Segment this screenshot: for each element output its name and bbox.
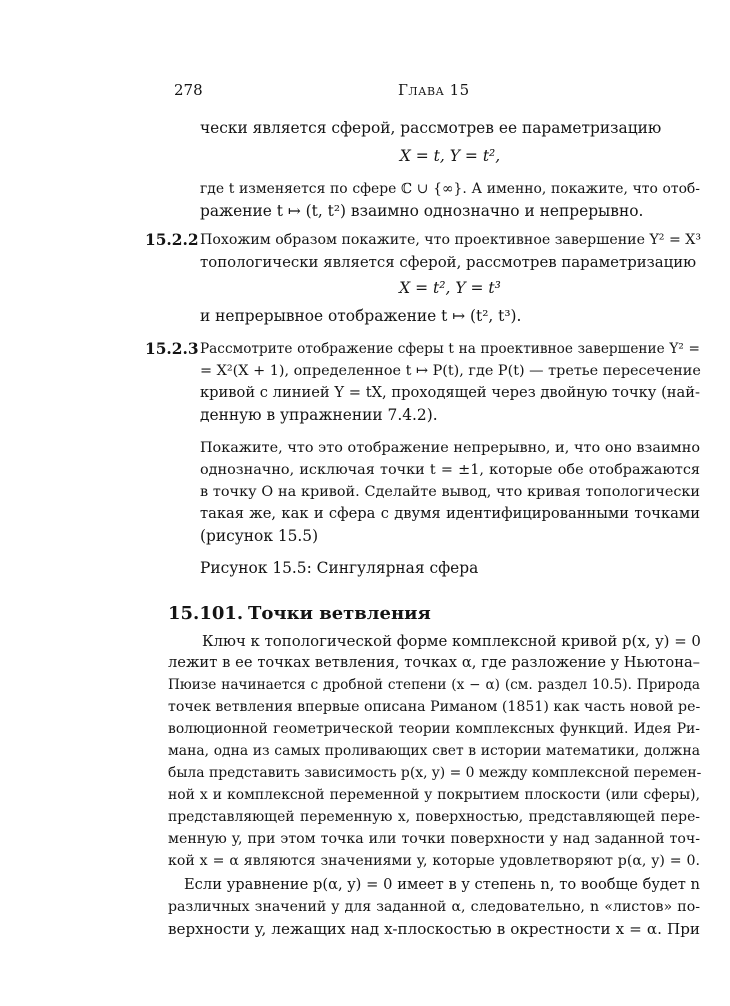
- text-line: однозначно, исключая точки t = ±1, которые обе отображаются: [200, 462, 700, 478]
- text-line: в точку O на кривой. Сделайте вывод, что кривая топологически: [200, 484, 700, 500]
- text-line: лежит в ее точках ветвления, точках α, где разложение y Ньютона–: [168, 654, 700, 671]
- equation: X = t², Y = t³: [399, 279, 501, 297]
- section-title: Точки ветвления: [248, 603, 431, 624]
- text-line: Если уравнение p(α, y) = 0 имеет в y степень n, то вообще будет n: [184, 876, 700, 893]
- text-line: кой x = α являются значениями y, которые удовлетворяют p(α, y) = 0.: [168, 853, 700, 869]
- text-line: точек ветвления впервые описана Риманом (1851) как часть новой ре-: [168, 699, 701, 715]
- text-line: представляющей переменную x, поверхностью, представляющей пере-: [168, 809, 700, 825]
- text-line: Рассмотрите отображение сферы t на проективное завершение Y² =: [200, 341, 700, 357]
- text-line: ражение t ↦ (t, t²) взаимно однозначно и непрерывно.: [200, 202, 644, 220]
- text-line: была представить зависимость p(x, y) = 0 между комплексной перемен-: [168, 765, 702, 781]
- exercise-number: 15.2.3: [145, 340, 199, 358]
- page-number: 278: [174, 81, 203, 99]
- text-line: денную в упражнении 7.4.2).: [200, 406, 438, 424]
- text-line: чески является сферой, рассмотрев ее параметризацию: [200, 119, 662, 137]
- text-line: ной x и комплексной переменной y покрытием плоскости (или сферы),: [168, 787, 700, 803]
- text-line: Пюизе начинается с дробной степени (x − α) (см. раздел 10.5). Природа: [168, 677, 700, 693]
- text-line: менную y, при этом точка или точки поверхности y над заданной точ-: [168, 831, 700, 847]
- text-line: кривой с линией Y = tX, проходящей через двойную точку (най-: [200, 384, 700, 401]
- text-line: и непрерывное отображение t ↦ (t², t³).: [200, 307, 522, 325]
- text-line: Ключ к топологической форме комплексной кривой p(x, y) = 0: [202, 632, 701, 650]
- exercise-number: 15.2.2: [145, 231, 199, 249]
- text-line: (рисунок 15.5): [200, 527, 319, 545]
- text-line: Похожим образом покажите, что проективное завершение Y² = X³: [200, 232, 702, 248]
- text-line: где t изменяется по сфере ℂ ∪ {∞}. А именно, покажите, что отоб-: [200, 181, 700, 197]
- text-line: = X²(X + 1), определенное t ↦ P(t), где P(t) — третье пересечение: [200, 363, 701, 379]
- section-number: 15.101.: [168, 603, 244, 624]
- chapter-title: Глава 15: [398, 81, 470, 99]
- text-line: топологически является сферой, рассмотрев параметризацию: [200, 253, 697, 271]
- equation: X = t, Y = t²,: [399, 147, 501, 165]
- text-line: такая же, как и сфера с двумя идентифицированными точками: [200, 505, 700, 522]
- text-line: верхности y, лежащих над x-плоскостью в окрестности x = α. При: [168, 920, 700, 938]
- text-line: Покажите, что это отображение непрерывно, и, что оно взаимно: [200, 440, 700, 456]
- figure-caption: Рисунок 15.5: Сингулярная сфера: [200, 559, 479, 577]
- text-line: волюционной геометрической теории комплексных функций. Идея Ри-: [168, 721, 700, 737]
- text-line: различных значений y для заданной α, следовательно, n «листов» по-: [168, 899, 700, 915]
- text-line: мана, одна из самых проливающих свет в истории математики, должна: [168, 743, 700, 759]
